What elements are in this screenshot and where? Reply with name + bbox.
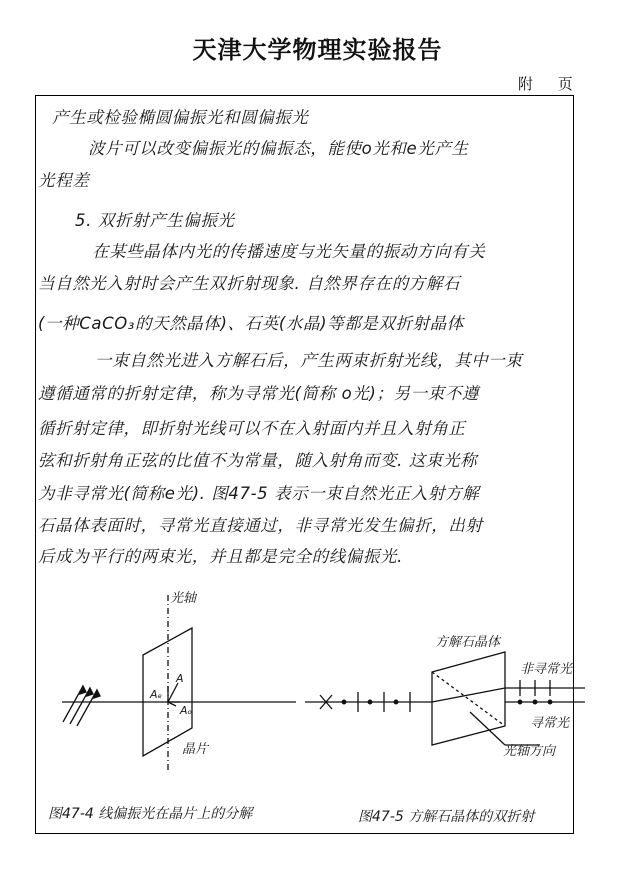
text-line-13: 石晶体表面时，寻常光直接通过，非寻常光发生偏折，出射: [38, 516, 483, 535]
text-line-11: 弦和折射角正弦的比值不为常量，随入射角而变. 这束光称: [38, 451, 478, 470]
text-line-12: 为非寻常光(简称e光). 图47-5 表示一束自然光正入射方解: [38, 484, 480, 503]
text-line-7: (一种CaCO₃的天然晶体)、石英(水晶)等都是双折射晶体: [38, 314, 464, 333]
appendix-label: 附 页: [518, 75, 583, 93]
extraordinary-ray-label: 非寻常光: [520, 662, 573, 677]
vector-ae-label: Aₑ: [150, 688, 163, 701]
optic-axis-label: 光轴: [170, 591, 197, 606]
ordinary-ray-label: 寻常光: [530, 716, 570, 731]
figure-47-5-caption: 图47-5 方解石晶体的双折射: [358, 809, 535, 825]
text-line-1: 产生或检验椭圆偏振光和圆偏振光: [52, 108, 309, 127]
vector-ao-label: Aₒ: [180, 704, 193, 717]
text-line-9: 遵循通常的折射定律，称为寻常光(简称 o光)；另一束不遵: [38, 384, 480, 403]
text-line-14: 后成为平行的两束光，并且都是完全的线偏振光.: [38, 547, 403, 566]
figure-47-4-caption: 图47-4 线偏振光在晶片上的分解: [48, 806, 253, 822]
text-line-8: 一束自然光进入方解石后，产生两束折射光线，其中一束: [95, 351, 523, 370]
text-line-6: 当自然光入射时会产生双折射现象. 自然界存在的方解石: [38, 274, 461, 293]
section-heading: 5. 双折射产生偏振光: [75, 211, 235, 230]
optic-axis-direction-label: 光轴方向: [503, 744, 556, 759]
vector-a-label: A: [176, 672, 184, 685]
text-line-10: 循折射定律，即折射光线可以不在入射面内并且入射角正: [38, 419, 466, 438]
text-line-2: 波片可以改变偏振光的偏振态，能使o光和e光产生: [88, 139, 469, 158]
text-line-5: 在某些晶体内光的传播速度与光矢量的振动方向有关: [92, 242, 486, 261]
crystal-label: 晶片: [182, 742, 209, 757]
text-line-3: 光程差: [38, 171, 90, 190]
report-title: 天津大学物理实验报告: [192, 35, 443, 64]
calcite-crystal-label: 方解石晶体: [435, 635, 501, 650]
